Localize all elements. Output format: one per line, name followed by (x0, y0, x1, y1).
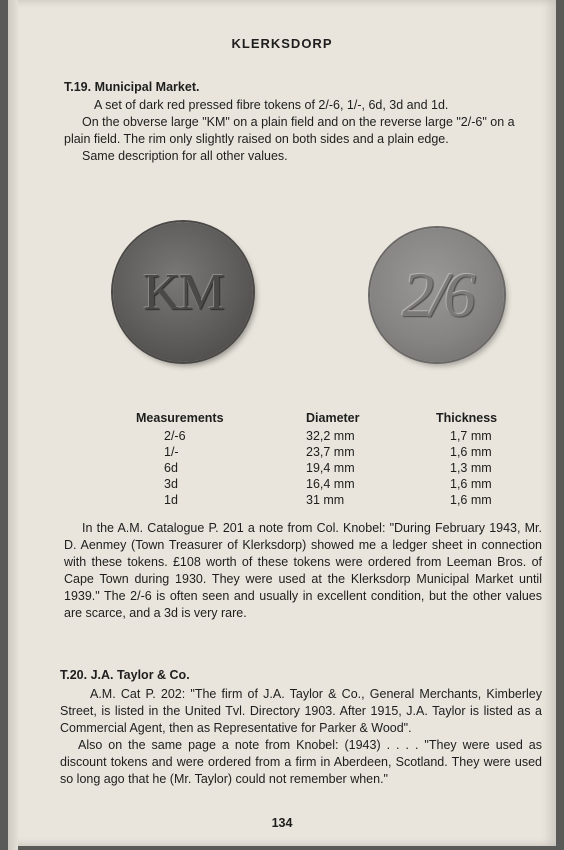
token-reverse-legend: 2/6 (402, 259, 472, 330)
t19-description-line1-text: A set of dark red pressed fibre tokens of 2/-6, 1/-, 6d, 3d and 1d. (94, 98, 449, 112)
row-diameter: 23,7 mm (306, 445, 355, 459)
t19-description-line2-text: On the obverse large "KM" on a plain field and on the reverse large "2/-6" on a plain field. The rim only slightly raised on both sides and a plain edge. (64, 115, 515, 146)
row-denomination: 1d (164, 493, 178, 507)
section-title-t20: T.20. J.A. Taylor & Co. (60, 668, 190, 682)
row-thickness: 1,7 mm (450, 429, 492, 443)
row-thickness: 1,3 mm (450, 461, 492, 475)
header-diameter: Diameter (306, 411, 360, 425)
row-thickness: 1,6 mm (450, 445, 492, 459)
row-diameter: 31 mm (306, 493, 345, 507)
table-row (136, 476, 506, 492)
section-title-t19: T.19. Municipal Market. (64, 80, 200, 94)
token-obverse-legend: KM (143, 263, 223, 321)
row-diameter: 19,4 mm (306, 461, 355, 475)
page-gutter-edge (8, 0, 18, 850)
measurements-table (136, 410, 506, 508)
table-row (136, 492, 506, 508)
t20-paragraph-1 (60, 686, 542, 737)
t19-catalogue-note-text: In the A.M. Catalogue P. 201 a note from Col. Knobel: "During February 1943, Mr. D. Aenmey (Town Treasurer of Klerksdorp) showed me a ledger sheet in connection with these tokens. £108 worth of these tokens were ordered from Leeman Bros. of Cape Town during 1930. They were used at the Klerksdorp Municipal Market until 1939." The 2/-6 is often seen and usually in excellent condition, but the other values are scarce, and a 3d is very rare. (64, 521, 542, 620)
t20-paragraph-1-text: A.M. Cat P. 202: "The firm of J.A. Taylor & Co., General Merchants, Kimberley Street, is listed in the United Tvl. Directory 1903. After 1915, J.A. Taylor is listed as a Commercial Agent, then as Representative for Parker & Wood". (60, 687, 542, 735)
row-denomination: 1/- (164, 445, 179, 459)
row-denomination: 6d (164, 461, 178, 475)
table-row (136, 428, 506, 444)
t20-paragraph-2-text: Also on the same page a note from Knobel: (1943) . . . . "They were used as discount tokens and were ordered from a firm in Aberdeen, Scotland. They were used so long ago that he (Mr. Taylor) could not remember when." (60, 738, 542, 786)
token-obverse-image (113, 222, 253, 362)
table-row (136, 444, 506, 460)
t19-description-line3-text: Same description for all other values. (82, 149, 288, 163)
row-diameter: 16,4 mm (306, 477, 355, 491)
table-row (136, 460, 506, 476)
page-number: 134 (271, 816, 293, 830)
token-reverse-image (370, 228, 504, 362)
header-measurements: Measurements (136, 411, 224, 425)
running-head: KLERKSDORP (231, 36, 333, 51)
row-thickness: 1,6 mm (450, 477, 492, 491)
row-thickness: 1,6 mm (450, 493, 492, 507)
measurements-header-row (136, 410, 506, 428)
t20-paragraph-2 (60, 737, 542, 788)
book-page (8, 0, 556, 846)
row-denomination: 2/-6 (164, 429, 186, 443)
t19-catalogue-note (64, 520, 542, 622)
row-diameter: 32,2 mm (306, 429, 355, 443)
t19-description-line2 (64, 114, 540, 148)
row-denomination: 3d (164, 477, 178, 491)
t19-description-line3 (64, 148, 534, 165)
header-thickness: Thickness (436, 411, 498, 425)
t19-description-line1 (64, 97, 534, 114)
